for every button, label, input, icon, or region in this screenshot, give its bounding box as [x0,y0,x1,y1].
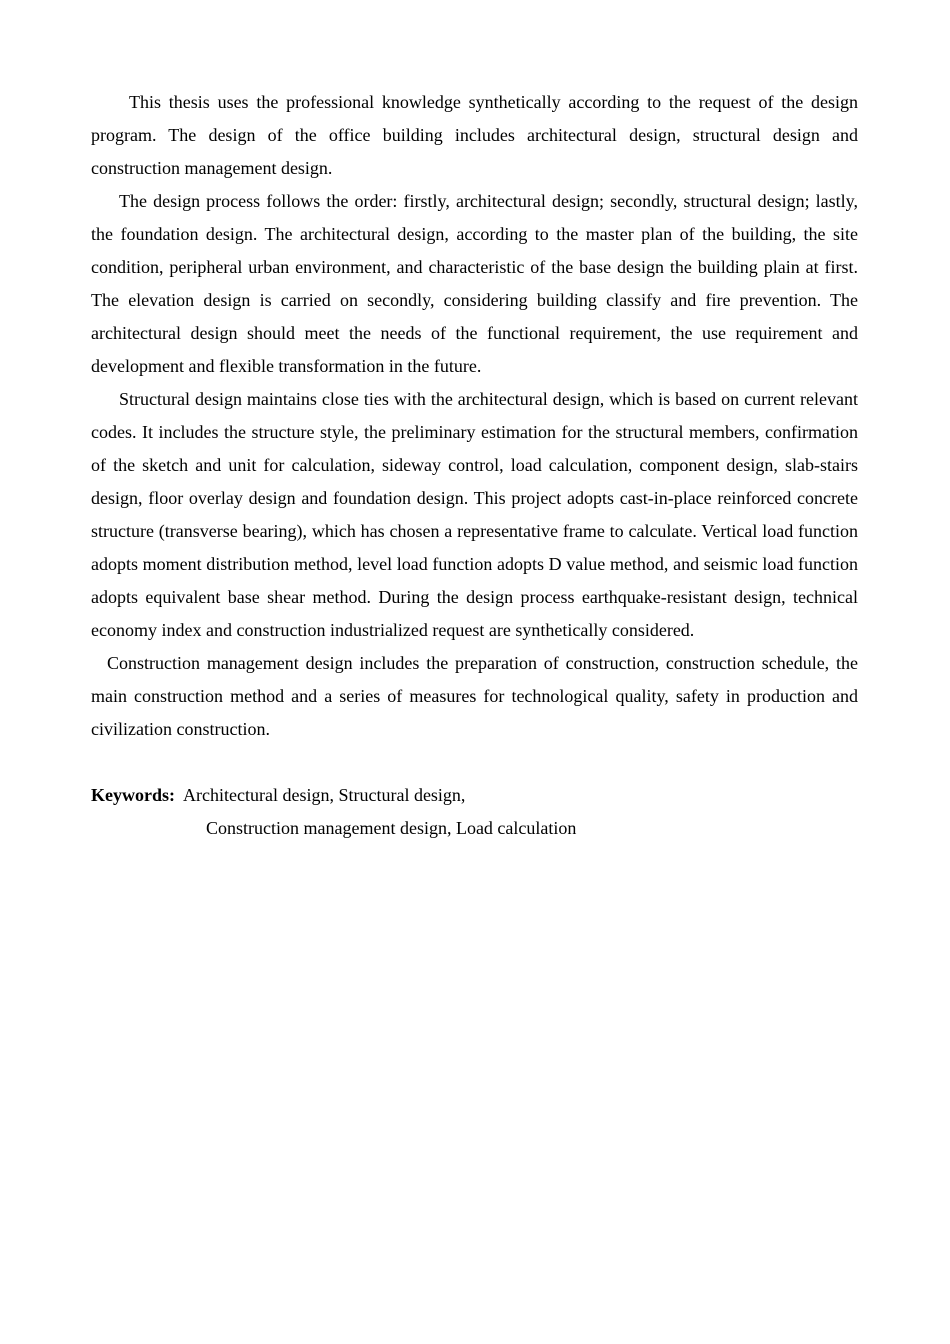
keywords-list-part-2: Construction management design, Load calculation [206,818,577,838]
abstract-paragraph-4: Construction management design includes the preparation of construction, construction schedule, the main construction method and a series of measures for technological quality, safety in production and civilization construction. [91,653,858,739]
abstract-body [91,86,858,845]
abstract-paragraph-1: This thesis uses the professional knowledge synthetically according to the request of the design program. The design of the office building includes architectural design, structural design and construction management design. [91,92,858,178]
keywords-list-part-1: Architectural design, Structural design, [183,785,466,805]
keywords-section [91,779,858,845]
keywords-line-2 [91,812,858,845]
abstract-paragraph-3: Structural design maintains close ties with the architectural design, which is based on current relevant codes. It includes the structure style, the preliminary estimation for the structural members, confirmation of the sketch and unit for calculation, sideway control, load calculation, component design, slab-stairs design, floor overlay design and foundation design. This project adopts cast-in-place reinforced concrete structure (transverse bearing), which has chosen a representative frame to calculate. Vertical load function adopts moment distribution method, level load function adopts D value method, and seismic load function adopts equivalent base shear method. During the design process earthquake-resistant design, technical economy index and construction industrialized request are synthetically considered. [91,389,858,640]
keywords-line-1 [91,779,858,812]
abstract-paragraph-2: The design process follows the order: firstly, architectural design; secondly, structural design; lastly, the foundation design. The architectural design, according to the master plan of the building, the site condition, peripheral urban environment, and characteristic of the base design the building plain at first. The elevation design is carried on secondly, considering building classify and fire prevention. The architectural design should meet the needs of the functional requirement, the use requirement and development and flexible transformation in the future. [91,191,858,376]
keywords-label: Keywords: [91,785,175,805]
